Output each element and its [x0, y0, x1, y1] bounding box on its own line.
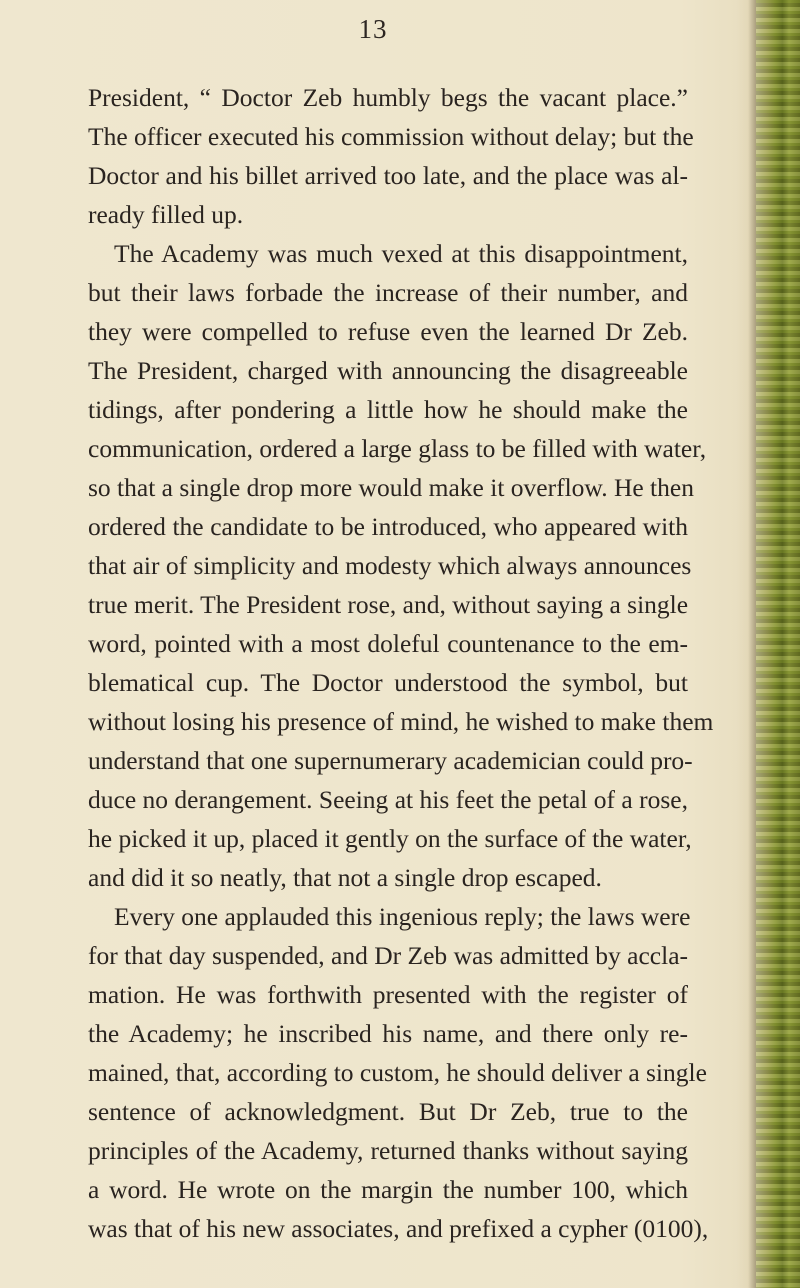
text-line: The President, charged with announcing the disagreeable: [88, 356, 688, 385]
text-line: Every one applauded this ingenious reply; the laws were: [114, 902, 691, 931]
text-line: The officer executed his commission without delay; but the: [88, 122, 694, 151]
text-line: mained, that, according to custom, he should deliver a single: [88, 1058, 707, 1087]
text-line: President, “ Doctor Zeb humbly begs the vacant place.”: [88, 83, 688, 112]
text-line: The Academy was much vexed at this disappointment,: [114, 239, 688, 268]
text-line: duce no derangement. Seeing at his feet the petal of a rose,: [88, 785, 688, 814]
text-line: ready filled up.: [88, 200, 244, 229]
text-line: understand that one supernumerary academician could pro-: [88, 746, 693, 775]
text-line: that air of simplicity and modesty which always announces: [88, 551, 692, 580]
text-line: communication, ordered a large glass to be filled with water,: [88, 434, 707, 463]
text-line: Doctor and his billet arrived too late, and the place was al-: [88, 161, 688, 190]
binding-shadow: [748, 0, 756, 1288]
text-line: and did it so neatly, that not a single drop escaped.: [88, 863, 602, 892]
text-line: was that of his new associates, and prefixed a cypher (0100),: [88, 1214, 709, 1243]
text-line: mation. He was forthwith presented with the register of: [88, 980, 688, 1009]
text-line: a word. He wrote on the margin the number 100, which: [88, 1175, 688, 1204]
text-line: so that a single drop more would make it overflow. He then: [88, 473, 694, 502]
text-line: blematical cup. The Doctor understood the symbol, but: [88, 668, 688, 697]
text-line: principles of the Academy, returned thanks without saying: [88, 1136, 688, 1165]
text-line: true merit. The President rose, and, without saying a single: [88, 590, 689, 619]
text-line: ordered the candidate to be introduced, who appeared with: [88, 512, 688, 541]
page-number: 13: [358, 14, 388, 44]
text-line: the Academy; he inscribed his name, and there only re-: [88, 1019, 688, 1048]
text-line: tidings, after pondering a little how he should make the: [88, 395, 688, 424]
text-line: for that day suspended, and Dr Zeb was admitted by accla-: [88, 941, 688, 970]
text-line: word, pointed with a most doleful countenance to the em-: [88, 629, 688, 658]
text-line: they were compelled to refuse even the learned Dr Zeb.: [88, 317, 688, 346]
text-line: he picked it up, placed it gently on the surface of the water,: [88, 824, 692, 853]
text-line: sentence of acknowledgment. But Dr Zeb, true to the: [88, 1097, 688, 1126]
book-binding: [756, 0, 800, 1288]
text-line: without losing his presence of mind, he wished to make them: [88, 707, 714, 736]
body-text: [88, 78, 714, 1248]
text-line: but their laws forbade the increase of their number, and: [88, 278, 688, 307]
